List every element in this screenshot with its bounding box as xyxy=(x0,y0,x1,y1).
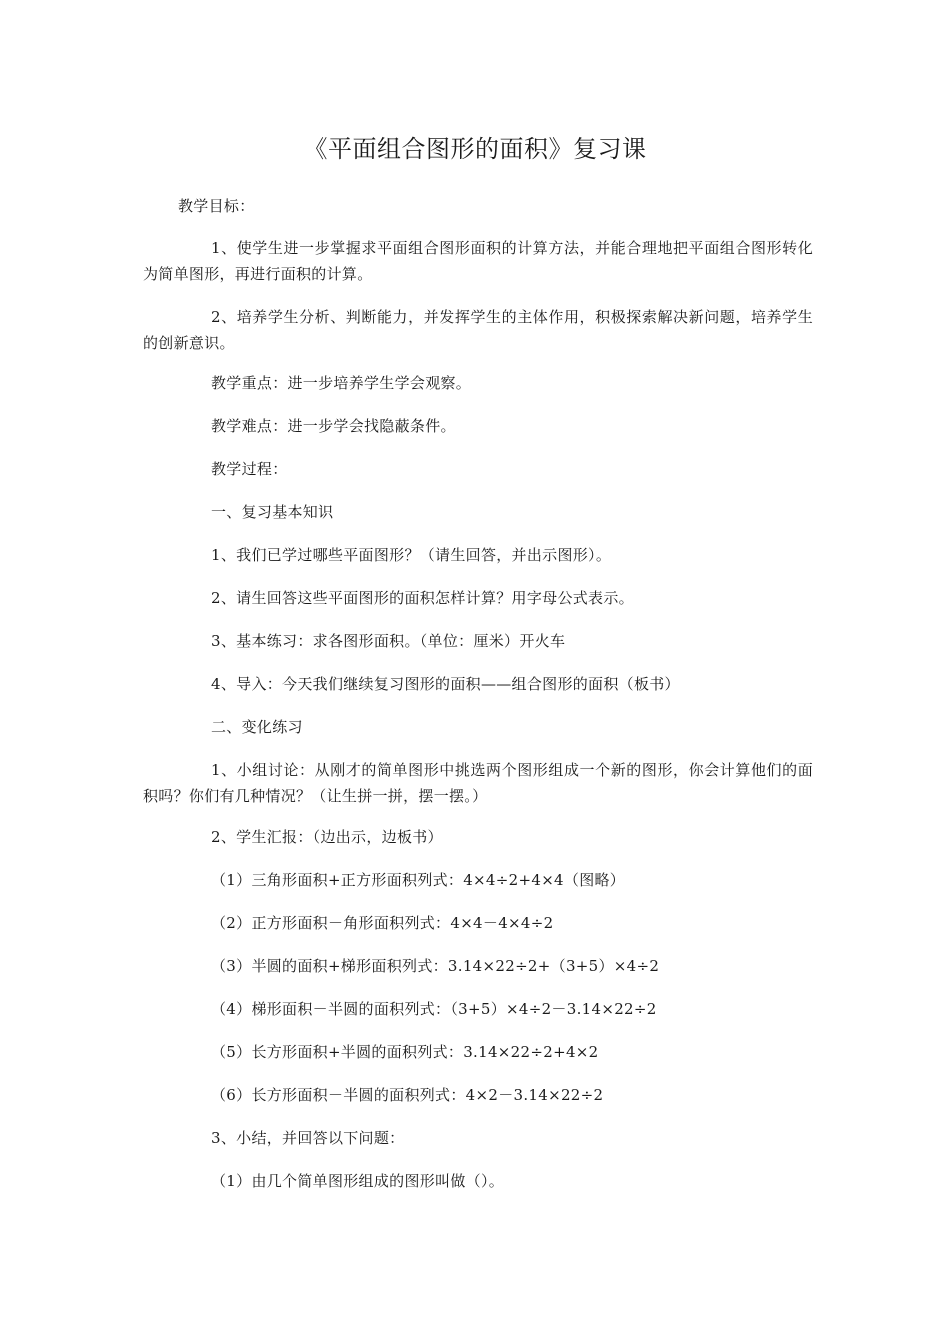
difficult-point: 教学难点：进一步学会找隐蔽条件。 xyxy=(211,417,456,435)
document-title: 《平面组合图形的面积》复习课 xyxy=(303,135,647,163)
formula-line: （2）正方形面积－角形面积列式：4×4－4×4÷2 xyxy=(211,914,554,932)
formula-line: （6）长方形面积－半圆的面积列式：4×2－3.14×22÷2 xyxy=(211,1086,604,1104)
formula-line: （5）长方形面积+半圆的面积列式：3.14×22÷2+4×2 xyxy=(211,1043,599,1061)
section-1-item: 2、请生回答这些平面图形的面积怎样计算？用字母公式表示。 xyxy=(211,589,634,607)
discussion-paragraph: 1、小组讨论：从刚才的简单图形中挑选两个图形组成一个新的图形，你会计算他们的面积吗？你们有几种情况？（让生拼一拼，摆一摆。） xyxy=(143,761,813,805)
summary-question: （1）由几个简单图形组成的图形叫做（）。 xyxy=(211,1172,505,1190)
objectives-heading: 教学目标： xyxy=(178,197,255,215)
summary-heading: 3、小结，并回答以下问题： xyxy=(211,1129,405,1147)
formula-line: （4）梯形面积－半圆的面积列式：（3+5）×4÷2－3.14×22÷2 xyxy=(211,1000,657,1018)
process-heading: 教学过程： xyxy=(211,460,288,478)
objective-1: 1、使学生进一步掌握求平面组合图形面积的计算方法，并能合理地把平面组合图形转化为简单图形，再进行面积的计算。 xyxy=(143,239,813,283)
report-heading: 2、学生汇报：（边出示，边板书） xyxy=(211,828,443,846)
section-2-heading: 二、变化练习 xyxy=(211,718,303,736)
key-point: 教学重点：进一步培养学生学会观察。 xyxy=(211,374,472,392)
section-1-item: 3、基本练习：求各图形面积。（单位：厘米）开火车 xyxy=(211,632,566,650)
formula-line: （3）半圆的面积+梯形面积列式：3.14×22÷2+（3+5）×4÷2 xyxy=(211,957,660,975)
section-1-item: 1、我们已学过哪些平面图形？（请生回答，并出示图形）。 xyxy=(211,546,612,564)
section-1-item: 4、导入：今天我们继续复习图形的面积——组合图形的面积（板书） xyxy=(211,675,680,693)
objective-2: 2、培养学生分析、判断能力，并发挥学生的主体作用，积极探索解决新问题，培养学生的创新意识。 xyxy=(143,308,813,352)
formula-line: （1）三角形面积+正方形面积列式：4×4÷2+4×4（图略） xyxy=(211,871,626,889)
section-1-heading: 一、复习基本知识 xyxy=(211,503,334,521)
